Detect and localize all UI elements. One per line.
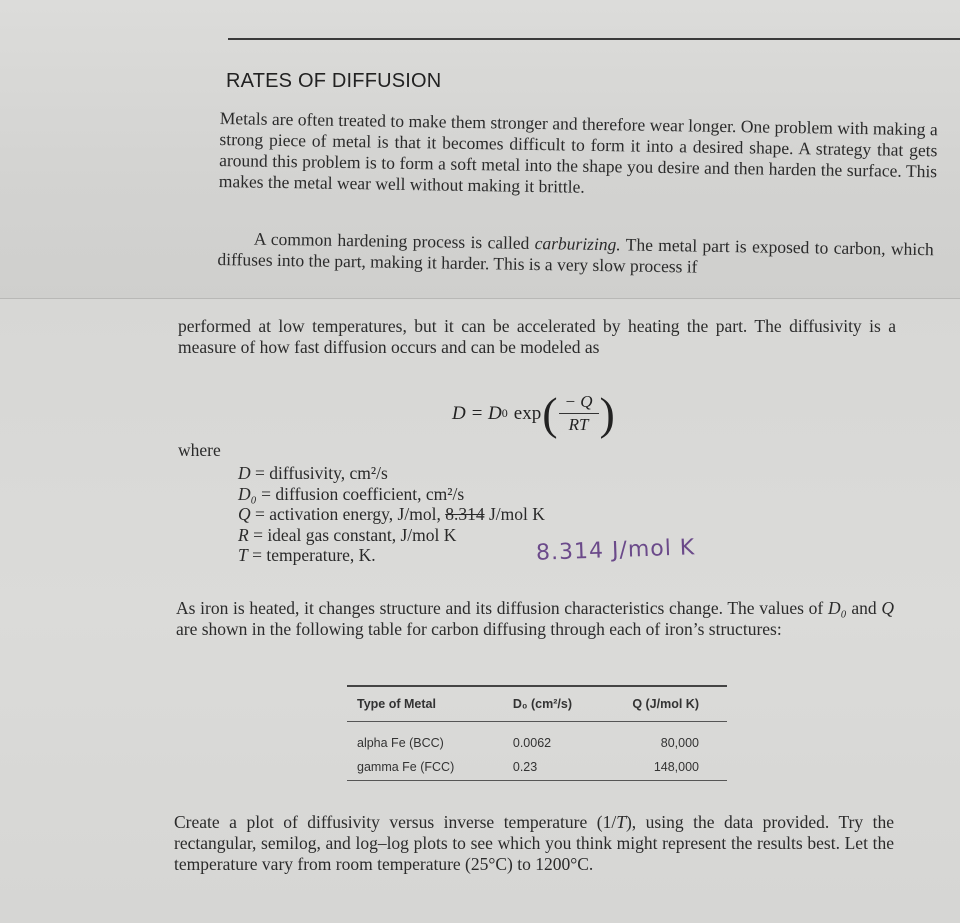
definition-text: = activation energy, J/mol,	[250, 504, 446, 524]
table-header-row	[347, 686, 727, 722]
formula-exp: exp	[513, 402, 542, 424]
paragraph-diffusivity: performed at low temperatures, but it can be accelerated by heating the part. The diffusivity is a measure of how fast diffusion occurs and can be modeled as	[178, 316, 896, 357]
handwritten-annotation: 8.314 J/mol K	[535, 535, 696, 566]
formula-close-paren: )	[599, 387, 615, 439]
formula-open-paren: (	[542, 387, 558, 439]
paragraph-iron-a: As iron is heated, it changes structure and its diffusion characteristics change. The values of	[176, 598, 828, 618]
formula-denominator: RT	[568, 415, 589, 434]
top-rule	[228, 38, 960, 40]
where-label: where	[178, 440, 221, 460]
formula-fraction	[559, 392, 599, 435]
paragraph-iron-c: are shown in the following table for carbon diffusing through each of iron’s structures:	[176, 619, 782, 639]
definition-d	[238, 463, 545, 484]
table-cell: alpha Fe (BCC)	[357, 736, 444, 750]
symbol-q: Q	[881, 598, 894, 618]
symbol-t: T	[616, 812, 626, 832]
paragraph-iron-b: and	[846, 598, 882, 618]
paragraph-iron	[176, 598, 894, 640]
table-cell: gamma Fe (FCC)	[347, 754, 487, 781]
table-row	[347, 722, 727, 755]
column-header-d0: D₀ (cm²/s)	[487, 686, 600, 722]
table-cell: 80,000	[660, 736, 699, 750]
definition-text-after: J/mol K	[484, 504, 545, 524]
definition-d0	[238, 484, 545, 505]
definition-text: = ideal gas constant, J/mol K	[248, 524, 457, 545]
definition-r	[238, 525, 545, 546]
formula-numerator: − Q	[559, 392, 599, 414]
definition-symbol: Q	[238, 504, 251, 524]
definition-symbol: D₀	[238, 483, 257, 504]
paragraph-carburizing-before: A common hardening process is called	[253, 228, 535, 253]
diffusivity-formula	[452, 387, 616, 439]
definition-symbol: D	[238, 463, 251, 483]
column-header-q: Q (J/mol K)	[600, 686, 727, 722]
definition-symbol: T	[238, 545, 248, 565]
column-header-type: Type of Metal	[347, 686, 487, 722]
paragraph-intro: Metals are often treated to make them stronger and therefore wear longer. One problem with making a strong piece of metal is that it becomes difficult to form it into a desired shape. A strategy that gets around this problem is to form a soft metal into the shape you desire and then harden the surface. This makes the metal wear well without making it brittle.	[218, 108, 938, 197]
definition-text: = temperature, K.	[247, 545, 376, 565]
definition-t	[238, 545, 545, 566]
struck-value: 8.314	[445, 504, 485, 524]
formula-lhs: D = D	[452, 402, 502, 424]
definition-list	[238, 463, 545, 566]
table-row	[347, 754, 727, 781]
paragraph-exercise	[174, 812, 894, 875]
section-heading: RATES OF DIFFUSION	[226, 70, 442, 92]
table-cell: 0.23	[487, 754, 600, 781]
iron-structure-table	[347, 685, 727, 781]
definition-text: = diffusivity, cm²/s	[250, 463, 388, 483]
table-cell: 148,000	[600, 754, 727, 781]
paragraph-carburizing-after: The metal part is exposed to carbon, which diffuses into the part, making it harder. This is a very slow process if	[217, 234, 934, 277]
carburizing-term: carburizing.	[534, 232, 621, 255]
definition-q	[238, 504, 545, 525]
symbol-d0: D₀	[827, 598, 847, 618]
paragraph-exercise-b: ), using the data provided. Try the rectangular, semilog, and log–log plots to see which you think might represent the results best. Let the temperature vary from room temperature (25°C) to 1200°C.	[174, 812, 894, 874]
formula-subscript: 0	[501, 406, 508, 420]
definition-text: = diffusion coefficient, cm²/s	[256, 483, 465, 504]
definition-symbol: R	[238, 524, 249, 545]
paragraph-exercise-a: Create a plot of diffusivity versus inverse temperature (1/	[174, 812, 617, 832]
table-cell: 0.0062	[512, 736, 552, 750]
